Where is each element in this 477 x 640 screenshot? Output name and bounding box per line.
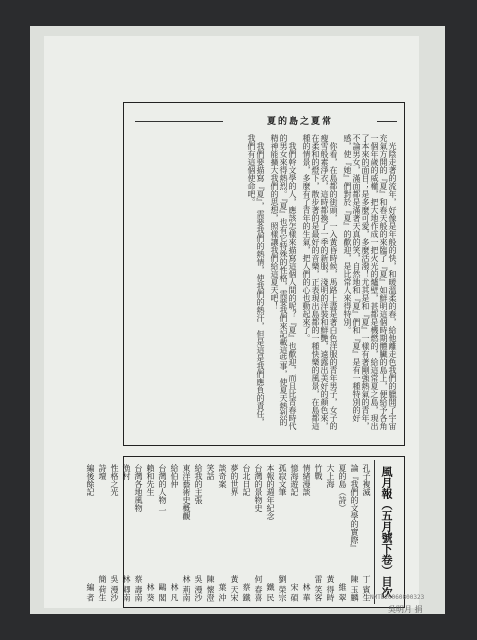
toc-item xyxy=(169,464,180,602)
toc-item xyxy=(277,464,288,602)
toc-item xyxy=(181,464,192,602)
toc-item xyxy=(349,464,360,602)
toc-item-author: 葉 沖 xyxy=(218,583,227,602)
toc-item-title: 大上海 xyxy=(326,464,335,488)
essay-paragraph: 我們要描寫『夏』，需要我們的熱情，使我們的熱汗，但是這是我們應負的責任，我們有這個使命吧。 xyxy=(247,134,265,426)
donor-handwriting: 吳明月 捐 xyxy=(388,605,423,614)
toc-item-title: 東洋藝術史概觀 xyxy=(182,464,191,520)
toc-item xyxy=(193,464,204,602)
toc-item xyxy=(241,464,252,602)
toc-item-title: 談奇案 xyxy=(218,464,227,488)
essay-paragraph: 我們幹文學的人，應該怎樣來描寫這個人間的呢？『夏』也歡迎，而且比青春時代的男女來得熱烈。『夏』也有它特殊的性格，需要我們來記載這些事，使夏天熱烈的精神能擴大我們的思想，照樣讓我們給這夏天吧！ xyxy=(270,134,297,430)
toc-item-author: 簡 荷生 xyxy=(98,575,107,602)
essay-title: 夏的島之夏常 xyxy=(266,117,333,127)
toc-item-title: 漁村 xyxy=(122,464,131,480)
toc-item-author: 何 春喜 xyxy=(254,575,263,602)
toc-item xyxy=(253,464,264,602)
toc-divider xyxy=(374,460,375,604)
toc-item-author: 蔡 鐵 xyxy=(242,583,251,602)
toc-item-author: 林 荊南 xyxy=(182,575,191,602)
toc-item xyxy=(325,464,336,602)
toc-item-title: 台灣各地風物 xyxy=(134,464,143,512)
toc-item xyxy=(337,464,348,602)
toc-item-title: 編後餘記 xyxy=(86,464,95,496)
toc-item-title: 憶海遊記 xyxy=(290,464,299,496)
toc-item-title: 給我的主張 xyxy=(194,464,203,504)
essay-body xyxy=(135,134,397,430)
toc-item xyxy=(217,464,228,602)
toc-list xyxy=(86,464,372,602)
toc-item-title: 笑話 xyxy=(206,464,215,480)
toc-item-title: 台灣的景物史 xyxy=(254,464,263,512)
toc-item-title: 孔子複滅 xyxy=(362,464,371,496)
toc-item xyxy=(301,464,312,602)
toc-item-author: 雷 笑客 xyxy=(314,575,323,602)
title-rule-left xyxy=(135,121,223,122)
toc-item-title: 台灣的人物 一 xyxy=(158,464,167,515)
title-rule-right xyxy=(377,121,397,122)
toc-item-author: 陳 懷澄 xyxy=(206,575,215,602)
archive-label: NMTL20060800323 xyxy=(370,594,425,601)
toc-item-author: 林 葵 xyxy=(146,583,155,602)
toc-item xyxy=(313,464,324,602)
toc-item-author: 林 凡 xyxy=(170,583,179,602)
toc-item xyxy=(133,464,144,602)
toc-item-author: 吳 漫沙 xyxy=(110,575,119,602)
toc-item-author: 陳 玉麟 xyxy=(350,575,359,602)
toc-item xyxy=(361,464,372,602)
essay-paragraph: 你看，在島都的街頭，一入黃昏時候，馬路上盡是著白色洋服的青年男子，女子的瘦雪般素淨衣，這時都換了一季的新服，淺明的洋裝和鮮艷，遠露出美好的顏色來，在柔和的燈下，散步著的是最好的音樂，正表現出島都的一種快樂的風景，在島都這種的情景，多麼有了青年的生氣，把人們的心也動起來了。 xyxy=(302,134,338,430)
toc-item xyxy=(121,464,132,602)
toc-item-author: 丁 賓生 xyxy=(362,575,371,602)
toc-item-author: 吳 漫沙 xyxy=(194,575,203,602)
toc-item-author: 蔡 壽南 xyxy=(134,575,143,602)
toc-item-title: 孤寂文筆 xyxy=(278,464,287,496)
toc-item-author: 林 華 xyxy=(302,583,311,602)
toc-item xyxy=(97,464,108,602)
toc-item-author: 宋 碩 xyxy=(290,583,299,602)
toc-item-title: 詩壇 xyxy=(98,464,107,480)
essay-paragraph: 光陰走著的流年，好像是年般的快，和暖溫柔的春，給他離走色我們的臘開了宇宙充氣方開的『夏』和春天般的來臨了『夏』如鮮明這個時期體臟的島上，便給予各角一個年歲的威權，把大地作成一把火光的爐壁，甚都是機燃的，給這常夏之島，現出了本來的面目；是多麼可愛，多麼活潑！尤其是和『夏』一樣有著剛強熱氣的青年，不論男女，滿面都是滿著天真的笑，自然地和『夏』們和『夏』是有一種特別的好感，使『她』們對於『夏』的歡迎，是比常人來得特別。 xyxy=(343,134,397,430)
toc-item-title: 論『我們的文學的實際』 xyxy=(350,464,359,552)
toc-item-title: 夏的島（詩） xyxy=(338,464,347,512)
toc-item xyxy=(85,464,96,602)
toc-item-author: 黃 得時 xyxy=(326,575,335,602)
toc-item-author: 維 翠 xyxy=(338,583,347,602)
toc-item xyxy=(205,464,216,602)
toc-item-title: 性格之光 xyxy=(110,464,119,496)
toc-item-title: 情緒漫談 xyxy=(302,464,311,496)
toc-item-author: 鷗 閣 xyxy=(158,583,167,602)
toc-item xyxy=(229,464,240,602)
toc-item-author: 鐵 民 xyxy=(266,583,275,602)
toc-item xyxy=(145,464,156,602)
toc-item-author: 編 者 xyxy=(86,583,95,602)
toc-item-title: 台北日記 xyxy=(242,464,251,496)
toc-heading: 風月報（五月號下卷）目次 xyxy=(380,466,393,598)
toc-item xyxy=(289,464,300,602)
toc-item xyxy=(265,464,276,602)
toc-item-title: 給伯仲 xyxy=(170,464,179,488)
toc-item-title: 本報的週年紀念 xyxy=(266,464,275,520)
toc-item-author: 林 卿南 xyxy=(122,575,131,602)
toc-item-title: 賴和先生 xyxy=(146,464,155,496)
toc-item xyxy=(109,464,120,602)
toc-item-title: 夢的世界 xyxy=(230,464,239,496)
toc-item-author: 劉 榮宗 xyxy=(278,575,287,602)
toc-item-author: 黃 天宋 xyxy=(230,575,239,602)
toc-item xyxy=(157,464,168,602)
toc-item-title: 竹戰 xyxy=(314,464,323,480)
